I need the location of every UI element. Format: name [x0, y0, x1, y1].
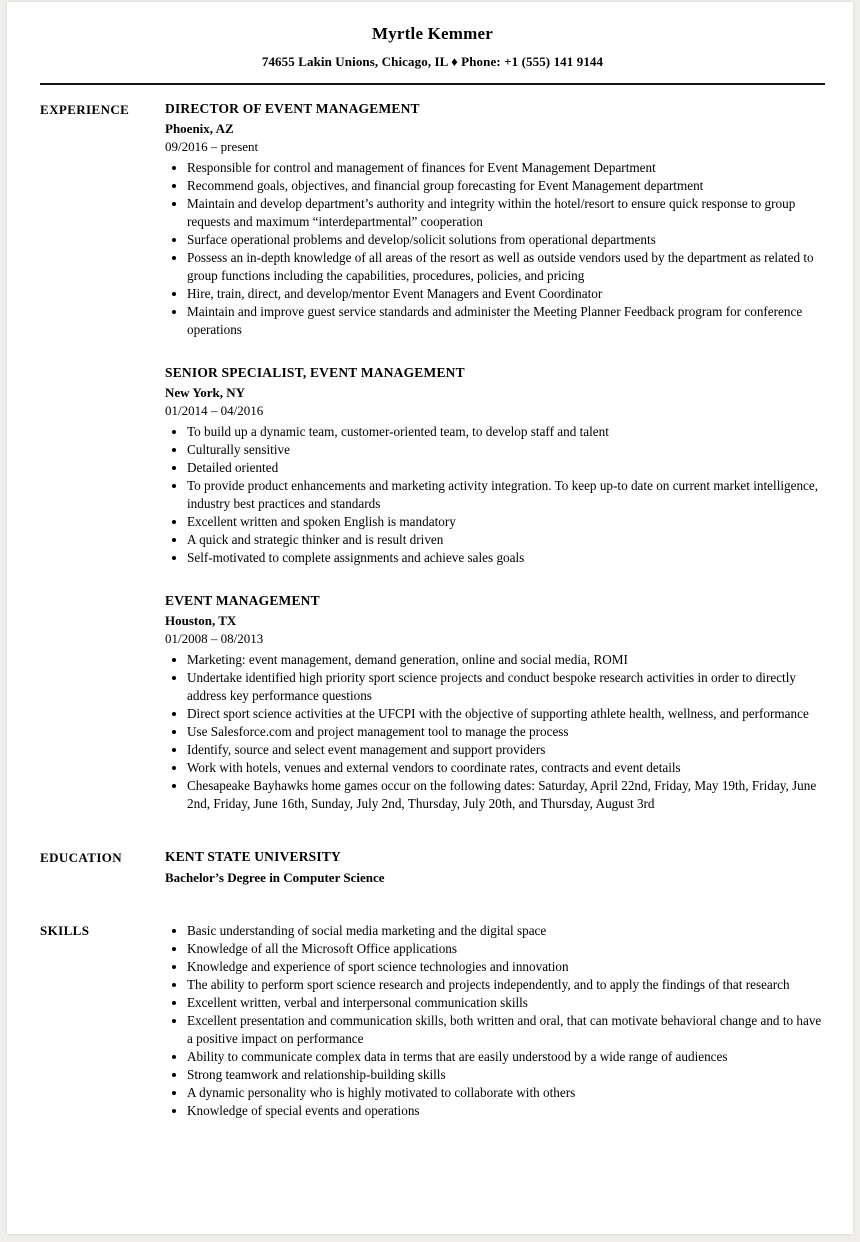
- bullet-item: • Knowledge and experience of sport science technologies and innovation: [187, 958, 825, 976]
- bullet-item: • Use Salesforce.com and project management tool to manage the process: [187, 723, 825, 741]
- entry-location: Phoenix, AZ: [165, 121, 234, 136]
- section-content: [165, 849, 825, 886]
- bullet-item: • Identify, source and select event management and support providers: [187, 741, 825, 759]
- bullet-item: • Detailed oriented: [187, 459, 825, 477]
- contact-line: 74655 Lakin Unions, Chicago, IL ♦ Phone: +1 (555) 141 9144: [261, 54, 604, 69]
- resume-entry: [165, 101, 825, 339]
- entry-title: SENIOR SPECIALIST, EVENT MANAGEMENT: [165, 365, 465, 380]
- entry-location: Houston, TX: [165, 613, 237, 628]
- bullet-item: • Strong teamwork and relationship-building skills: [187, 1066, 825, 1084]
- resume-document: [0, 2, 860, 1242]
- entry-dates: 01/2008 – 08/2013: [165, 631, 264, 646]
- bullet-item: • Surface operational problems and develop/solicit solutions from operational departments: [187, 231, 825, 249]
- entry-dates: 01/2014 – 04/2016: [165, 403, 264, 418]
- bullet-item: • Excellent written and spoken English is mandatory: [187, 513, 825, 531]
- section-label: SKILLS: [40, 923, 90, 938]
- bullet-item: • Recommend goals, objectives, and financial group forecasting for Event Management department: [187, 177, 825, 195]
- bullet-item: • Chesapeake Bayhawks home games occur on the following dates: Saturday, April 22nd, Friday, May 19th, Friday, June 2nd, Friday, June 16th, Sunday, July 2nd, Thursday, July 20th, and Thursday, August 3rd: [187, 777, 825, 813]
- bullet-item: • The ability to perform sport science research and projects independently, and to apply the findings of that research: [187, 976, 825, 994]
- bullet-item: • Work with hotels, venues and external vendors to coordinate rates, contracts and event details: [187, 759, 825, 777]
- bullet-item: • Responsible for control and management of finances for Event Management Department: [187, 159, 825, 177]
- bullet-list: [165, 423, 825, 567]
- bullet-item: • Ability to communicate complex data in terms that are easily understood by a wide range of audiences: [187, 1048, 825, 1066]
- resume-entry: [165, 593, 825, 813]
- entry-title: EVENT MANAGEMENT: [165, 593, 320, 608]
- bullet-item: • Knowledge of special events and operations: [187, 1102, 825, 1120]
- entry-subtitle: Bachelor’s Degree in Computer Science: [165, 870, 385, 885]
- bullet-item: • Excellent written, verbal and interpersonal communication skills: [187, 994, 825, 1012]
- resume-entry: [165, 365, 825, 567]
- section-content: [165, 101, 825, 813]
- bullet-item: • Marketing: event management, demand generation, online and social media, ROMI: [187, 651, 825, 669]
- resume-entry: [165, 922, 825, 1120]
- resume-section-skills: [40, 922, 825, 1120]
- bullet-list: [165, 159, 825, 339]
- section-content: [165, 922, 825, 1120]
- bullet-list: [165, 922, 825, 1120]
- resume-page: [7, 2, 853, 1234]
- bullet-item: • Knowledge of all the Microsoft Office applications: [187, 940, 825, 958]
- resume-entry: [165, 849, 825, 886]
- bullet-item: • Maintain and develop department’s authority and integrity within the hotel/resort to ensure quick response to group requests and maximum “interdepartmental” cooperation: [187, 195, 825, 231]
- resume-sections: [40, 101, 825, 1120]
- bullet-item: • To provide product enhancements and marketing activity integration. To keep up-to date on current market intelligence, industry best practices and standards: [187, 477, 825, 513]
- resume-header: [40, 24, 825, 70]
- header-divider: [40, 83, 825, 85]
- bullet-item: • Basic understanding of social media marketing and the digital space: [187, 922, 825, 940]
- bullet-item: • Possess an in-depth knowledge of all areas of the resort as well as outside vendors used by the department as related to group functions including the capabilities, procedures, policies, and pricing: [187, 249, 825, 285]
- bullet-item: • A dynamic personality who is highly motivated to collaborate with others: [187, 1084, 825, 1102]
- bullet-item: • Hire, train, direct, and develop/mentor Event Managers and Event Coordinator: [187, 285, 825, 303]
- resume-section-education: [40, 849, 825, 886]
- bullet-item: • Direct sport science activities at the UFCPI with the objective of supporting athlete health, wellness, and performance: [187, 705, 825, 723]
- bullet-item: • Maintain and improve guest service standards and administer the Meeting Planner Feedback program for conference operations: [187, 303, 825, 339]
- bullet-item: • Culturally sensitive: [187, 441, 825, 459]
- bullet-item: • To build up a dynamic team, customer-oriented team, to develop staff and talent: [187, 423, 825, 441]
- section-label: EDUCATION: [40, 850, 123, 865]
- bullet-item: • Undertake identified high priority sport science projects and conduct bespoke research activities in order to directly address key performance questions: [187, 669, 825, 705]
- entry-location: New York, NY: [165, 385, 246, 400]
- bullet-item: • Excellent presentation and communication skills, both written and oral, that can motivate behavioral change and to have a positive impact on performance: [187, 1012, 825, 1048]
- entry-title: DIRECTOR OF EVENT MANAGEMENT: [165, 101, 420, 116]
- person-name: Myrtle Kemmer: [371, 24, 494, 43]
- section-label: EXPERIENCE: [40, 102, 130, 117]
- resume-section-experience: [40, 101, 825, 813]
- bullet-item: • A quick and strategic thinker and is result driven: [187, 531, 825, 549]
- entry-title: KENT STATE UNIVERSITY: [165, 849, 342, 864]
- bullet-item: • Self-motivated to complete assignments and achieve sales goals: [187, 549, 825, 567]
- bullet-list: [165, 651, 825, 813]
- entry-dates: 09/2016 – present: [165, 139, 259, 154]
